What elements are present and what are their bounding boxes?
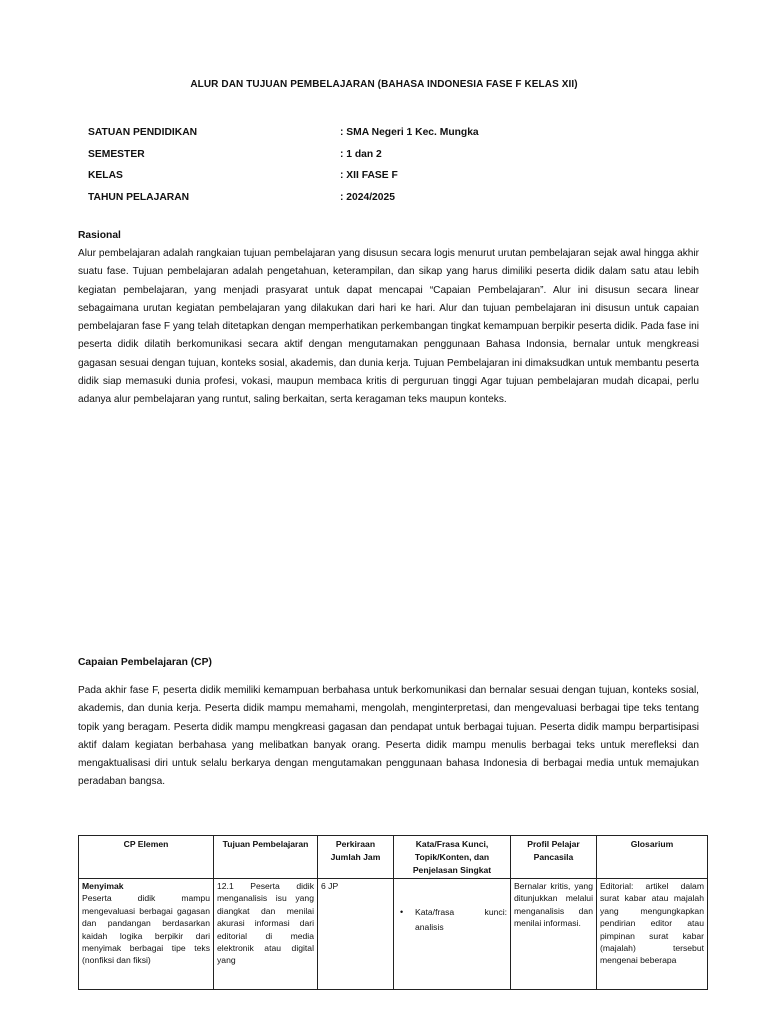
cell-jumlah-jam: 6 JP <box>318 879 394 990</box>
table-row <box>79 879 708 990</box>
capaian-paragraph: Pada akhir fase F, peserta didik memiliki kemampuan berbahasa untuk berkomunikasi dan bernalar sesuai dengan tujuan, konteks sosial, akademis, dan dunia kerja. Peserta didik mampu memahami, mengolah, menginterpretasi, dan mengevaluasi berbagai tipe teks tentang topik yang beragam. Peserta didik mampu mengkreasi gagasan dan pendapat untuk berbagai tujuan. Peserta didik mampu berpartisipasi aktif dalam kegiatan berbahasa yang melibatkan banyak orang. Peserta didik mampu menulis berbagai teks untuk merefleksi dan mengaktualisasi diri untuk selalu berkarya dengan mengutamakan penggunaan bahasa Indonesia di berbagai media untuk memajukan peradaban bangsa. <box>78 685 699 788</box>
keyword-value: analisis <box>415 922 444 933</box>
bullet-icon: • <box>400 907 404 917</box>
header-kata-frasa: Kata/Frasa Kunci, Topik/Konten, dan Penjelasan Singkat <box>394 836 511 879</box>
keyword-bullet <box>397 906 507 934</box>
cell-cp-elemen <box>79 879 214 990</box>
keyword-line <box>415 906 507 918</box>
glossary-definition: artikel dalam surat kabar atau majalah yang mengungkapkan pendirian editor atau pimpinan surat kabar (majalah) tersebut mengenai beberapa <box>600 881 704 966</box>
cell-profil: Bernalar kritis, yang ditunjukkan melalui menganalisis dan menilai informasi. <box>511 879 597 990</box>
identity-row-school <box>88 127 648 149</box>
capaian-heading: Capaian Pembelajaran (CP) <box>78 657 212 668</box>
rasional-heading: Rasional <box>78 230 121 241</box>
identity-key: SEMESTER <box>88 148 145 160</box>
identity-block <box>88 127 648 213</box>
header-tujuan: Tujuan Pembelajaran <box>214 836 318 879</box>
identity-value: : 1 dan 2 <box>340 148 382 160</box>
element-title: Menyimak <box>82 881 124 891</box>
identity-row-class <box>88 170 648 192</box>
cell-kata-frasa <box>394 879 511 990</box>
identity-key: TAHUN PELAJARAN <box>88 191 190 203</box>
learning-objectives-table <box>78 835 708 990</box>
header-glosarium: Glosarium <box>597 836 708 879</box>
cell-tujuan: 12.1 Peserta didik menganalisis isu yang diangkat dan menilai akurasi informasi dari editorial di media elektronik atau digital yang <box>214 879 318 990</box>
glossary-term: Editorial: <box>600 881 634 891</box>
header-cp-elemen: CP Elemen <box>79 836 214 879</box>
header-jumlah-jam: Perkiraan Jumlah Jam <box>318 836 394 879</box>
document-title: ALUR DAN TUJUAN PEMBELAJARAN (BAHASA INDONESIA FASE F KELAS XII) <box>190 79 578 90</box>
identity-key: SATUAN PENDIDIKAN <box>88 127 198 138</box>
rasional-paragraph: Alur pembelajaran adalah rangkaian tujuan pembelajaran yang disusun secara logis menurut urutan pembelajaran sejak awal hingga akhir suatu fase. Tujuan pembelajaran adalah pengetahuan, keterampilan, dan sikap yang harus dimiliki peserta didik dalam satu atau lebih kegiatan pembelajaran, yang menjadi prasyarat untuk dapat mencapai “Capaian Pembelajaran”. Alur ini disusun secara linear sebagaimana urutan kegiatan pembelajaran yang dilakukan dari hari ke hari. Alur dan tujuan pembelajaran ini disusun untuk capaian pembelajaran fase F yang telah ditetapkan dengan memperhatikan perkembangan tingkat kemampuan berpikir peserta didik. Pada fase ini peserta didik dilatih berkomunikasi secara aktif dengan mengutamakan penggunaan Bahasa Indonsia, bernalar untuk mengkreasi gagasan sesuai dengan tujuan, konteks sosial, akademis, dan dunia kerja. Tujuan Pembelajaran ini dimaksudkan untuk membantu peserta didik siap memasuki dunia profesi, vokasi, maupun membaca kritis di perguruan tinggi Agar tujuan pembelajaran mudah dicapai, perlu adanya alur pembelajaran yang runtut, saling berkaitan, serta keragaman teks maupun konteks. <box>78 248 699 406</box>
identity-row-semester <box>88 149 648 171</box>
keyword-suffix: kunci: <box>484 907 507 917</box>
cell-glosarium <box>597 879 708 990</box>
identity-value: : XII FASE F <box>340 170 398 181</box>
identity-value: : 2024/2025 <box>340 191 395 203</box>
element-text: Peserta didik mampu mengevaluasi berbagai gagasan dan pandangan berdasarkan kaidah logika berpikir dari menyimak berbagai tipe teks (nonfiksi dan fiksi) <box>82 893 210 966</box>
identity-key: KELAS <box>88 170 123 181</box>
header-profil: Profil Pelajar Pancasila <box>511 836 597 879</box>
keyword-label: Kata/frasa <box>415 907 455 917</box>
identity-row-year <box>88 192 648 214</box>
identity-value: : SMA Negeri 1 Kec. Mungka <box>340 127 479 138</box>
table-header-row <box>79 836 708 879</box>
